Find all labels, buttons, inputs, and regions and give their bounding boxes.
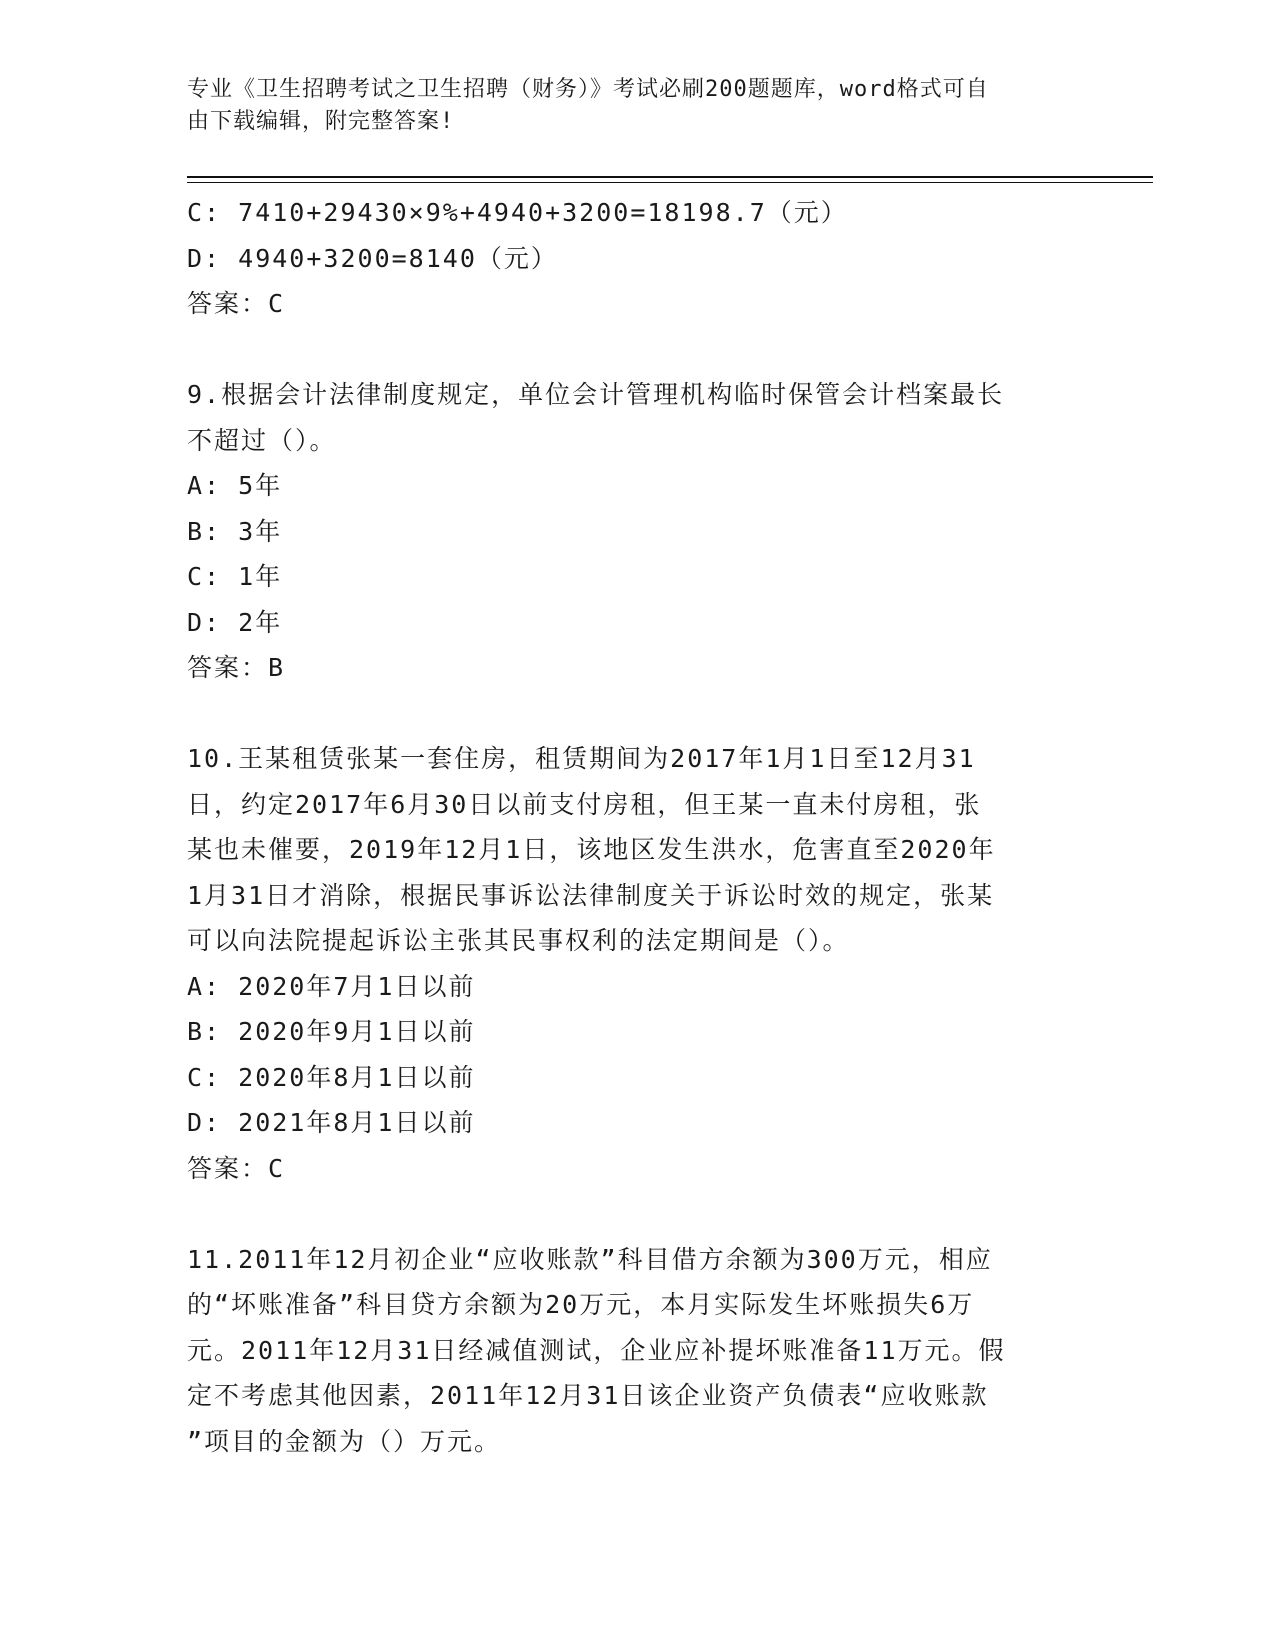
- question-9: [187, 372, 1087, 691]
- question-stem-line: 元。2011年12月31日经减值测试，企业应补提坏账准备11万元。假: [187, 1335, 1006, 1365]
- question-stem-line: 的“坏账准备”科目贷方余额为20万元，本月实际发生坏账损失6万: [187, 1290, 975, 1319]
- option-d: D: 2021年8月1日以前: [187, 1108, 476, 1137]
- question-stem-line: 某也未催要，2019年12月1日，该地区发生洪水，危害直至2020年: [187, 835, 996, 864]
- question-stem-line: 不超过（）。: [187, 425, 337, 455]
- option-c: C: 1年: [187, 562, 283, 591]
- question-stem-line: 9.根据会计法律制度规定，单位会计管理机构临时保管会计档案最长: [187, 380, 1005, 409]
- question-10: [187, 736, 1087, 1191]
- question-11: [187, 1237, 1087, 1465]
- header-rule-thick: [187, 176, 1153, 178]
- option-d: D: 2年: [187, 607, 283, 637]
- header-rule-thin: [187, 182, 1153, 183]
- question-stem-line: 定不考虑其他因素，2011年12月31日该企业资产负债表“应收账款: [187, 1381, 989, 1410]
- option-b: B: 2020年9月1日以前: [187, 1017, 476, 1046]
- option-a: A: 2020年7月1日以前: [187, 971, 476, 1001]
- option-c: C: 2020年8月1日以前: [187, 1062, 476, 1092]
- question-content: [187, 190, 1087, 1464]
- header-line-2: 由下载编辑，附完整答案!: [187, 109, 455, 134]
- question-stem-line: 11.2011年12月初企业“应收账款”科目借方余额为300万元，相应: [187, 1244, 993, 1274]
- answer-line: 答案：B: [187, 653, 286, 682]
- question-stem-line: 10.王某租赁张某一套住房，租赁期间为2017年1月1日至12月31: [187, 744, 976, 773]
- option-a: A: 5年: [187, 471, 283, 500]
- option-b: B: 3年: [187, 516, 283, 546]
- question-stem-line: 可以向法院提起诉讼主张其民事权利的法定期间是（）。: [187, 926, 850, 955]
- question-stem-line: 日，约定2017年6月30日以前支付房租，但王某一直未付房租，张: [187, 789, 982, 819]
- answer-line: 答案：C: [187, 289, 286, 318]
- document-header: [187, 74, 1067, 138]
- header-line-1: 专业《卫生招聘考试之卫生招聘（财务）》考试必刷200题题库，word格式可自: [187, 77, 989, 102]
- option-d: D: 4940+3200=8140（元）: [187, 243, 558, 273]
- question-stem-line: ”项目的金额为（）万元。: [187, 1426, 502, 1456]
- option-c: C: 7410+29430×9%+4940+3200=18198.7（元）: [187, 198, 848, 227]
- previous-question-tail: [187, 190, 1087, 327]
- question-stem-line: 1月31日才消除，根据民事诉讼法律制度关于诉讼时效的规定，张某: [187, 880, 995, 910]
- answer-line: 答案：C: [187, 1153, 286, 1183]
